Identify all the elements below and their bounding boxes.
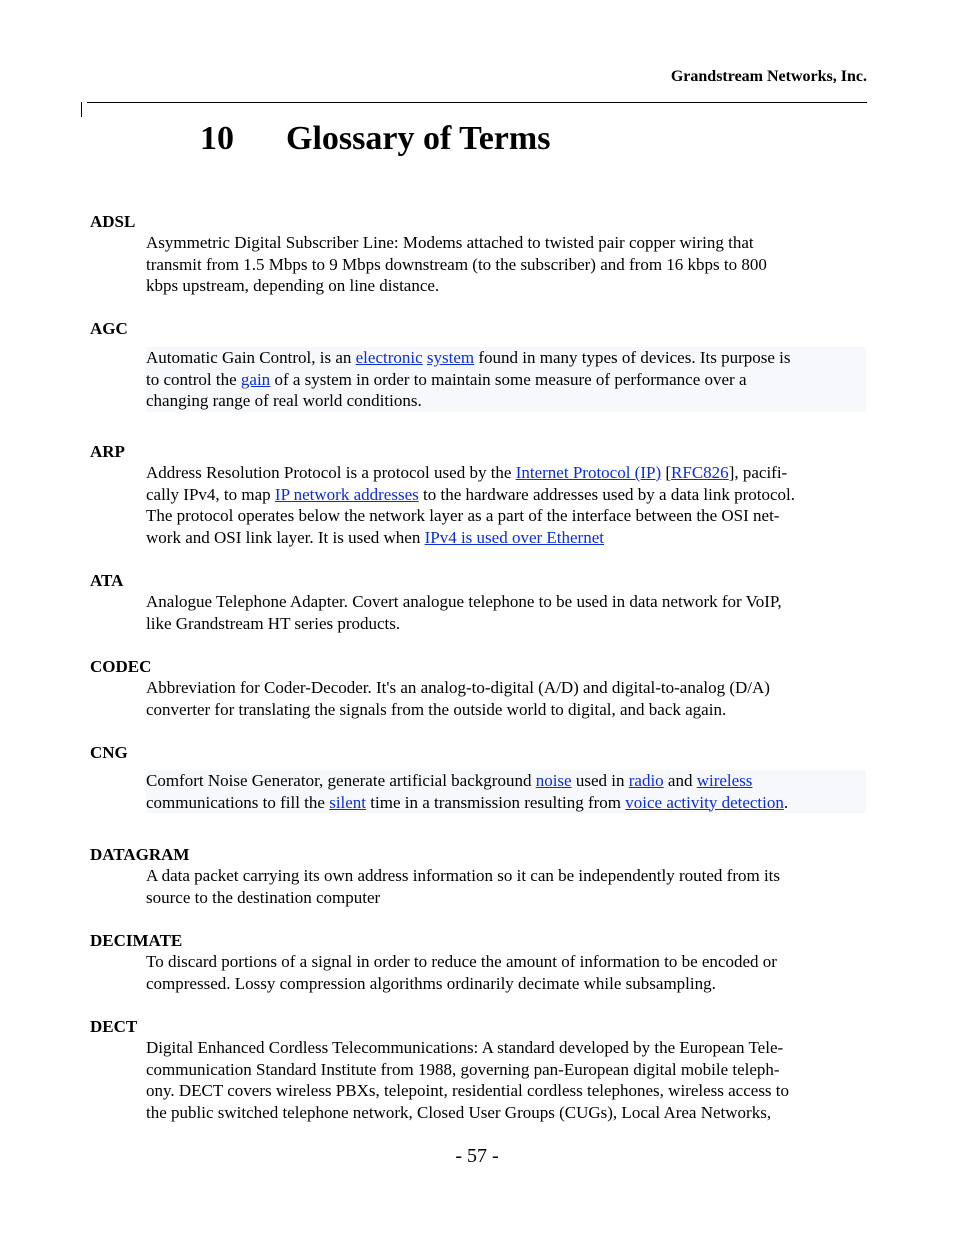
link-electronic[interactable]: electronic bbox=[355, 348, 423, 367]
definition-line: ony. DECT covers wireless PBXs, telepoint, residential cordless telephones, wireless access to bbox=[146, 1081, 790, 1100]
term-adsl: ADSL bbox=[90, 212, 136, 231]
text: and bbox=[663, 771, 697, 790]
chapter-heading bbox=[200, 118, 550, 160]
term-codec: CODEC bbox=[90, 657, 152, 676]
term-datagram: DATAGRAM bbox=[90, 845, 190, 864]
definition-agc bbox=[146, 347, 866, 412]
definition-line bbox=[146, 770, 866, 792]
link-radio[interactable]: radio bbox=[628, 771, 664, 790]
definition-line bbox=[146, 462, 866, 484]
definition-line: A data packet carrying its own address information so it can be independently routed from its bbox=[146, 866, 781, 885]
text: ], pacifi- bbox=[728, 463, 788, 482]
definition-decimate bbox=[146, 951, 866, 994]
term-decimate: DECIMATE bbox=[90, 931, 183, 950]
definition-line: Analogue Telephone Adapter. Covert analogue telephone to be used in data network for VoIP, bbox=[146, 592, 782, 611]
definition-line: compressed. Lossy compression algorithms ordinarily decimate while subsampling. bbox=[146, 973, 716, 993]
chapter-title: Glossary of Terms bbox=[286, 120, 551, 157]
link-noise[interactable]: noise bbox=[535, 771, 572, 790]
definition-line: like Grandstream HT series products. bbox=[146, 613, 401, 633]
change-bar bbox=[81, 102, 82, 117]
term-dect: DECT bbox=[90, 1017, 138, 1036]
text: [ bbox=[661, 463, 672, 482]
text: of a system in order to maintain some measure of performance over a bbox=[270, 369, 747, 389]
definition-dect bbox=[146, 1037, 866, 1123]
term-cng: CNG bbox=[90, 743, 128, 762]
link-wireless[interactable]: wireless bbox=[696, 771, 753, 790]
definition-datagram bbox=[146, 865, 866, 908]
term-agc: AGC bbox=[90, 319, 128, 338]
text: found in many types of devices. Its purpose is bbox=[474, 348, 791, 367]
definition-line: Asymmetric Digital Subscriber Line: Modems attached to twisted pair copper wiring that bbox=[146, 233, 754, 252]
text: cally IPv4, to map bbox=[146, 484, 275, 504]
text: to control the bbox=[146, 369, 241, 389]
text: work and OSI link layer. It is used when bbox=[146, 527, 425, 547]
term-arp: ARP bbox=[90, 442, 125, 461]
definition-line: Digital Enhanced Cordless Telecommunications: A standard developed by the European Tele- bbox=[146, 1038, 784, 1057]
definition-line bbox=[146, 484, 866, 506]
definition-arp bbox=[146, 462, 866, 548]
definition-ata bbox=[146, 591, 866, 634]
term-ata: ATA bbox=[90, 571, 124, 590]
text: time in a transmission resulting from bbox=[366, 792, 626, 812]
definition-line: Abbreviation for Coder-Decoder. It's an analog-to-digital (A/D) and digital-to-analog (D/A) bbox=[146, 678, 770, 697]
definition-line: converter for translating the signals from the outside world to digital, and back again. bbox=[146, 699, 727, 719]
link-ipv4-over-ethernet[interactable]: IPv4 is used over Ethernet bbox=[424, 527, 604, 547]
link-silent[interactable]: silent bbox=[329, 792, 367, 812]
definition-line: the public switched telephone network, Closed User Groups (CUGs), Local Area Networks, bbox=[146, 1102, 772, 1122]
link-gain[interactable]: gain bbox=[240, 369, 271, 389]
text: Automatic Gain Control, is an bbox=[146, 348, 356, 367]
link-ip-network-addresses[interactable]: IP network addresses bbox=[274, 484, 419, 504]
definition-line bbox=[146, 527, 866, 549]
company-name: Grandstream Networks, Inc. bbox=[670, 68, 867, 85]
definition-line bbox=[146, 792, 866, 814]
definition-codec bbox=[146, 677, 866, 720]
definition-line bbox=[146, 347, 866, 369]
definition-line: To discard portions of a signal in order to reduce the amount of information to be encoded or bbox=[146, 952, 777, 971]
text: . bbox=[783, 792, 789, 812]
definition-line: communication Standard Institute from 1988, governing pan-European digital mobile teleph- bbox=[146, 1059, 780, 1079]
link-internet-protocol[interactable]: Internet Protocol (IP) bbox=[515, 463, 662, 482]
text: used in bbox=[571, 771, 629, 790]
link-voice-activity-detection[interactable]: voice activity detection bbox=[625, 792, 784, 812]
page-number: - 57 - bbox=[455, 1145, 499, 1167]
definition-cng bbox=[146, 770, 866, 813]
text: communications to fill the bbox=[146, 792, 330, 812]
text: Address Resolution Protocol is a protocol used by the bbox=[146, 463, 516, 482]
text: to the hardware addresses used by a data link protocol. bbox=[418, 484, 795, 504]
definition-line: changing range of real world conditions. bbox=[146, 391, 422, 410]
definition-line bbox=[146, 369, 866, 391]
link-system[interactable]: system bbox=[426, 348, 475, 367]
header-rule bbox=[87, 102, 867, 103]
definition-line: kbps upstream, depending on line distance. bbox=[146, 276, 440, 295]
text: Comfort Noise Generator, generate artificial background bbox=[146, 771, 536, 790]
definition-line: source to the destination computer bbox=[146, 887, 381, 907]
definition-line: The protocol operates below the network layer as a part of the interface between the OSI net- bbox=[146, 506, 780, 525]
chapter-number: 10 bbox=[200, 120, 234, 157]
definition-line: transmit from 1.5 Mbps to 9 Mbps downstream (to the subscriber) and from 16 kbps to 800 bbox=[146, 254, 767, 274]
link-rfc826[interactable]: RFC826 bbox=[671, 463, 729, 482]
definition-adsl bbox=[146, 232, 866, 297]
